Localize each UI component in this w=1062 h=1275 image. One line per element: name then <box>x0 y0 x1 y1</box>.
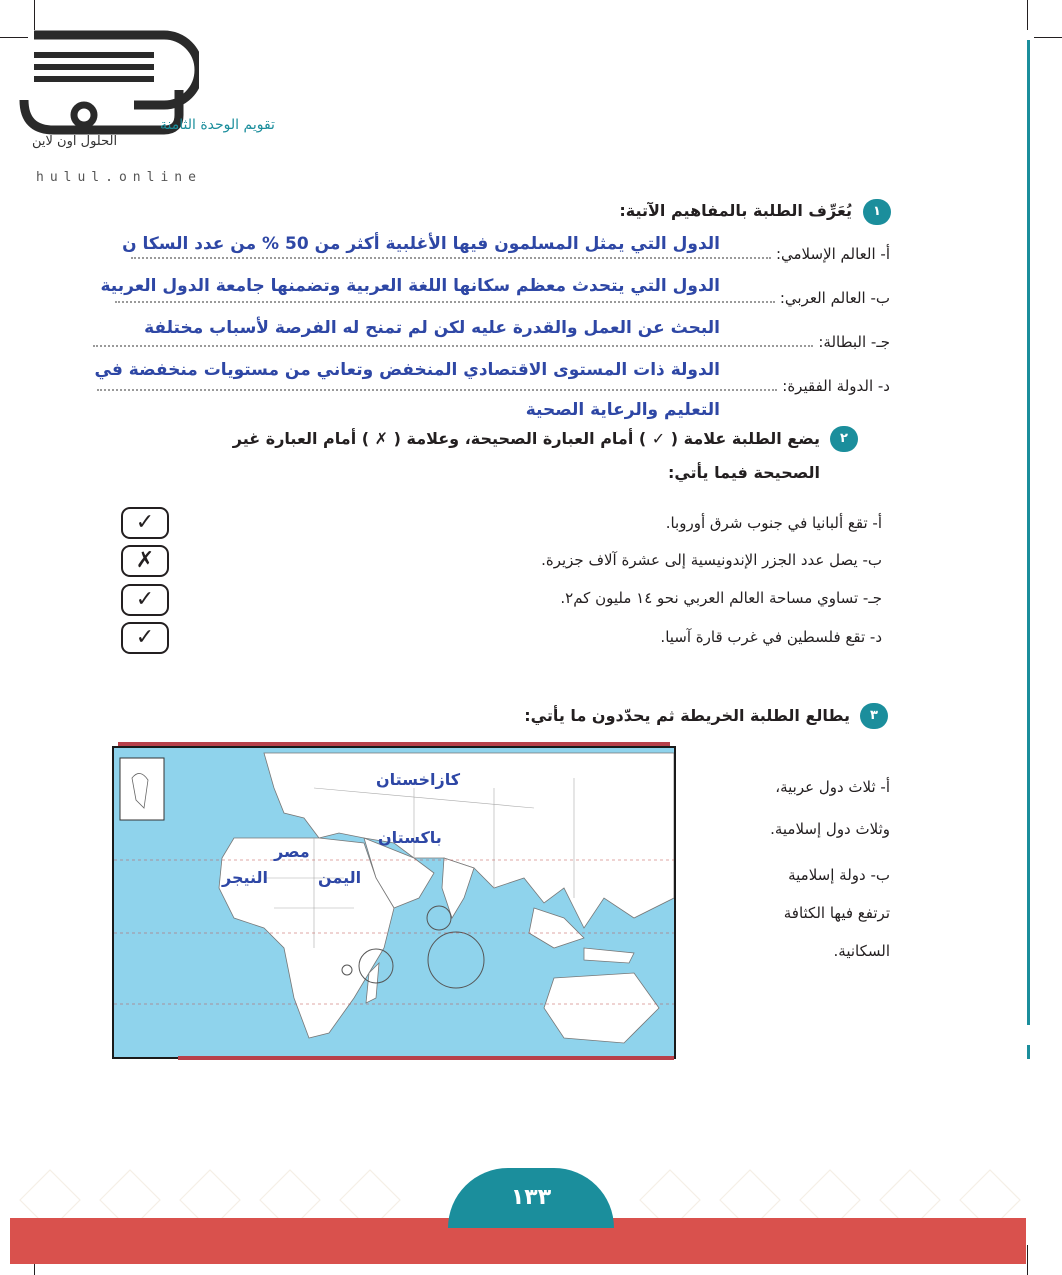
part-b-line: السكانية. <box>833 942 890 960</box>
part-b-line: ب- دولة إسلامية <box>788 866 890 884</box>
question-2-title-line1: يضع الطلبة علامة ( ✓ ) أمام العبارة الصحيحة، وعلامة ( ✗ ) أمام العبارة غير <box>232 429 820 448</box>
definition-answer: الدول التي يمثل المسلمون فيها الأغلبية أكثر من 50 % من عدد السكا ن <box>122 234 720 254</box>
part-b-line: ترتفع فيها الكثافة <box>783 904 890 922</box>
world-map <box>112 746 676 1059</box>
question-number-badge: ٣ <box>860 703 888 729</box>
map-bottom-border <box>178 1056 674 1060</box>
crop-mark <box>34 0 35 30</box>
map-label-niger: النيجر <box>222 868 269 887</box>
part-a-line: وثلاث دول إسلامية. <box>770 820 890 838</box>
question-1-title: يُعَرِّف الطلبة بالمفاهيم الآتية: <box>619 201 852 220</box>
crop-mark <box>1027 0 1028 30</box>
page-number: ١٣٣ <box>448 1168 614 1228</box>
answer-box[interactable]: ✓ <box>121 584 169 616</box>
crop-mark <box>1027 1245 1028 1275</box>
definition-answer: الدولة ذات المستوى الاقتصادي المنخفض وتعاني من مستويات منخفضة في <box>94 360 720 380</box>
definition-label: د- الدولة الفقيرة: <box>782 377 890 395</box>
answer-box[interactable]: ✓ <box>121 622 169 654</box>
part-a-line: أ- ثلاث دول عربية، <box>775 778 890 796</box>
definition-label: جـ- البطالة: <box>818 333 890 351</box>
statement-text: د- تقع فلسطين في غرب قارة آسيا. <box>660 628 882 646</box>
definition-answer-continued: التعليم والرعاية الصحية <box>525 400 720 420</box>
brand-logo <box>14 30 202 185</box>
question-3-part-b <box>784 863 890 963</box>
question-3-title: يطالع الطلبة الخريطة ثم يحدّدون ما يأتي: <box>524 706 850 725</box>
question-3-part-a <box>770 775 890 841</box>
definition-answer: البحث عن العمل والقدرة عليه لكن لم تمنح له الفرصة لأسباب مختلفة <box>144 318 720 338</box>
map-label-pakistan: باكستان <box>378 828 442 847</box>
question-number-badge: ١ <box>863 199 891 225</box>
definition-label: أ- العالم الإسلامي: <box>775 245 890 263</box>
crop-mark <box>1034 37 1062 38</box>
margin-rule <box>1027 1045 1030 1059</box>
question-number-badge: ٢ <box>830 426 858 452</box>
map-label-yemen: اليمن <box>318 868 362 887</box>
answer-box[interactable]: ✓ <box>121 507 169 539</box>
map-label-egypt: مصر <box>274 842 310 861</box>
statement-text: جـ- تساوي مساحة العالم العربي نحو ١٤ مليون كم٢. <box>560 589 882 607</box>
map-label-kazakhstan: كازاخستان <box>376 770 461 789</box>
answer-box[interactable]: ✗ <box>121 545 169 577</box>
logo-latin-text: hulul.online <box>36 170 202 185</box>
definition-answer: الدول التي يتحدث معظم سكانها اللغة العربية وتضمنها جامعة الدول العربية <box>100 276 720 296</box>
statement-text: ب- يصل عدد الجزر الإندونيسية إلى عشرة آلاف جزيرة. <box>541 551 882 569</box>
margin-rule <box>1027 40 1030 1025</box>
question-2-title-line2: الصحيحة فيما يأتي: <box>667 463 820 482</box>
definition-label: ب- العالم العربي: <box>779 289 890 307</box>
statement-text: أ- تقع ألبانيا في جنوب شرق أوروبا. <box>665 514 882 532</box>
unit-title: تقويم الوحدة الثامنة <box>160 117 275 133</box>
logo-subtitle: الحلول اون لاين <box>32 134 118 149</box>
